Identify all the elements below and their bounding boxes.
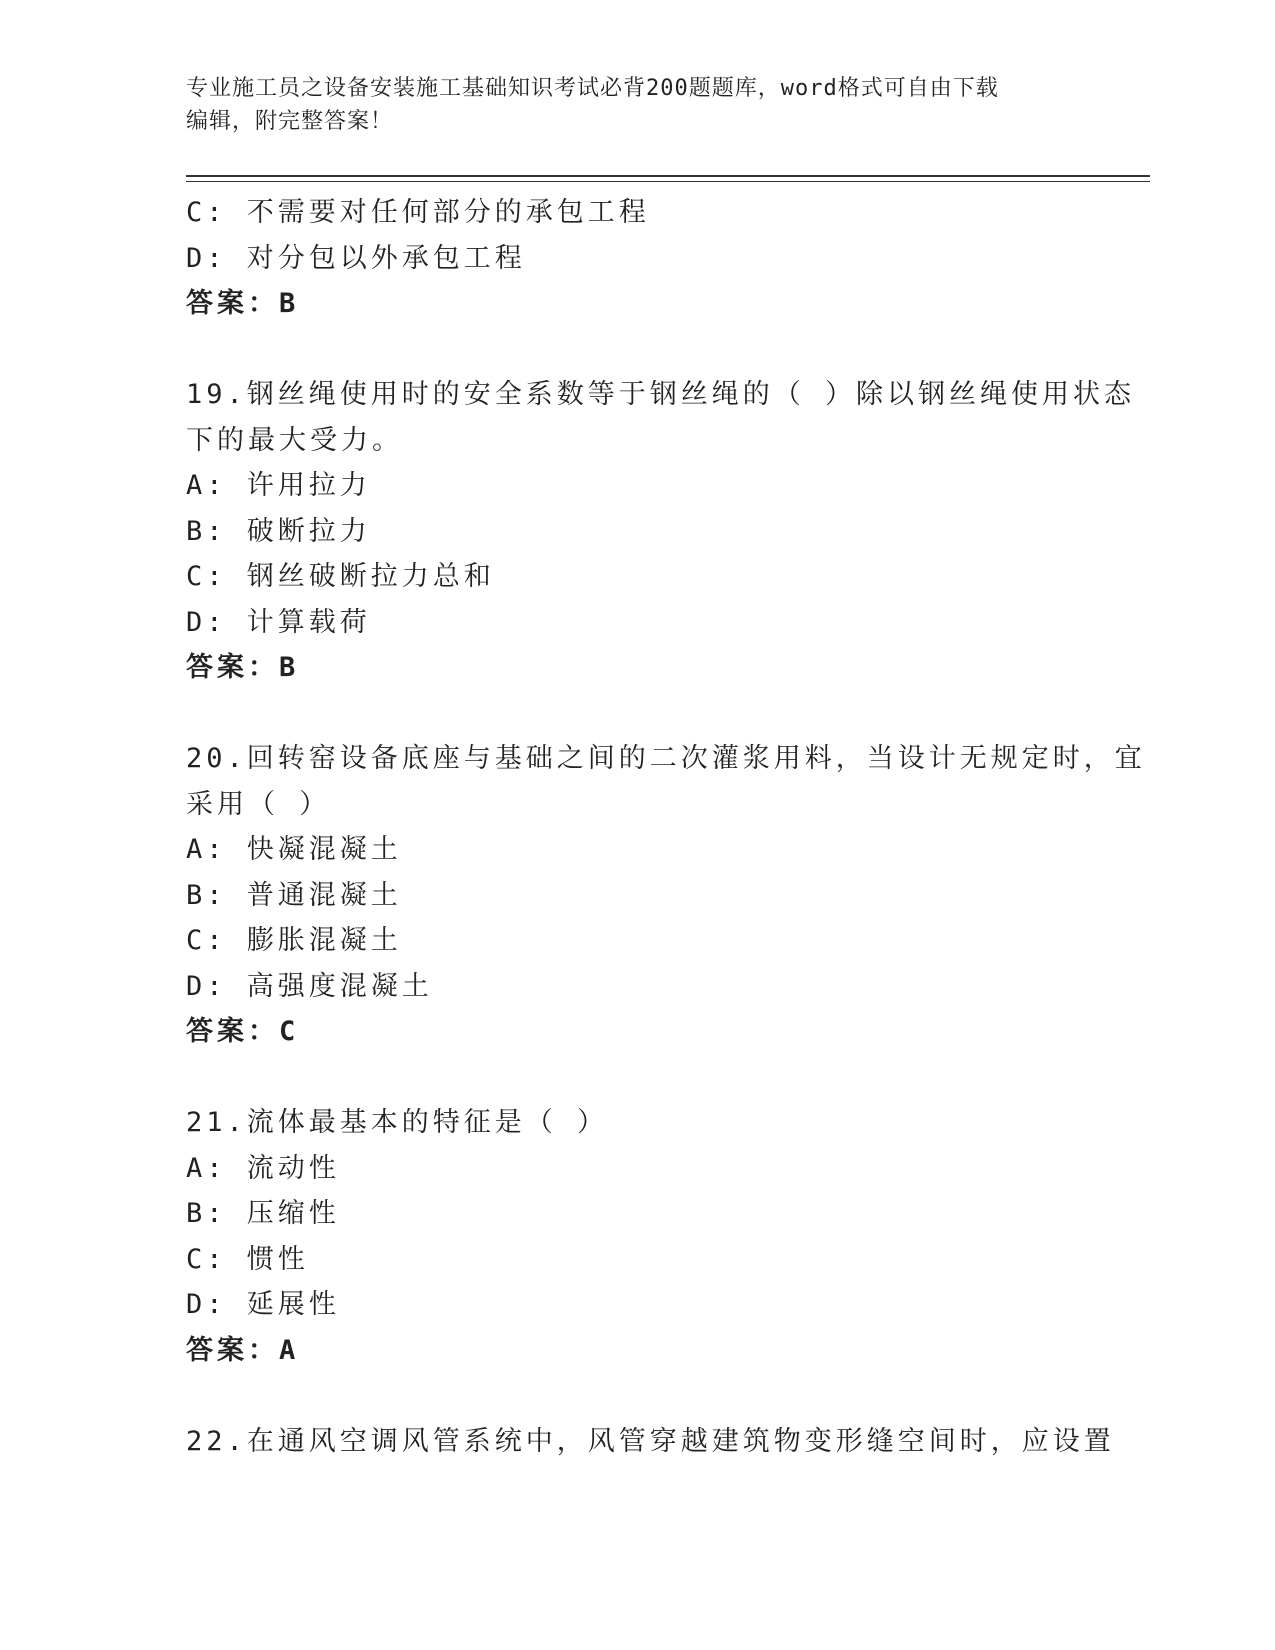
answer: 答案：A (186, 1334, 300, 1366)
option-a: A: 流动性 (186, 1152, 340, 1184)
spacer (186, 327, 1086, 373)
header-rule-thick (186, 175, 1150, 177)
answer: 答案：C (186, 1016, 300, 1047)
spacer (186, 1373, 1086, 1419)
option-d: D: 计算载荷 (186, 606, 371, 638)
option-c: C: 惯性 (186, 1243, 309, 1275)
question-20 (186, 736, 1146, 1055)
spacer (186, 691, 1086, 737)
option-d: D: 对分包以外承包工程 (186, 242, 526, 274)
document-header (186, 72, 1066, 138)
option-b: B: 压缩性 (186, 1198, 340, 1229)
question-stem: 21.流体最基本的特征是（ ） (186, 1107, 609, 1138)
question-21 (186, 1100, 1086, 1373)
question-18-continued (186, 190, 1086, 327)
question-stem: 22.在通风空调风管系统中，风管穿越建筑物变形缝空间时，应设置 (186, 1425, 1115, 1457)
answer: 答案：B (186, 652, 300, 683)
question-stem-continued: 采用（ ） (186, 788, 331, 820)
question-stem: 20.回转窑设备底座与基础之间的二次灌浆用料，当设计无规定时，宜 (186, 743, 1146, 774)
answer: 答案：B (186, 288, 300, 319)
option-a: A: 许用拉力 (186, 470, 371, 501)
document-body (186, 190, 1146, 1464)
question-19 (186, 372, 1136, 691)
header-title-line-2: 编辑，附完整答案！ (186, 109, 394, 134)
option-d: D: 延展性 (186, 1289, 340, 1320)
option-b: B: 破断拉力 (186, 515, 371, 547)
question-stem: 19.钢丝绳使用时的安全系数等于钢丝绳的（ ）除以钢丝绳使用状态 (186, 379, 1136, 410)
option-c: C: 膨胀混凝土 (186, 925, 402, 956)
question-22 (186, 1419, 1115, 1465)
question-stem-continued: 下的最大受力。 (186, 424, 403, 456)
spacer (186, 1055, 1086, 1101)
option-a: A: 快凝混凝土 (186, 834, 402, 865)
option-c: C: 不需要对任何部分的承包工程 (186, 197, 650, 228)
option-c: C: 钢丝破断拉力总和 (186, 561, 495, 592)
option-d: D: 高强度混凝土 (186, 970, 433, 1002)
header-rule-thin (186, 181, 1150, 182)
header-title-line-1: 专业施工员之设备安装施工基础知识考试必背200题题库，word格式可自由下载 (186, 76, 999, 101)
option-b: B: 普通混凝土 (186, 879, 402, 911)
